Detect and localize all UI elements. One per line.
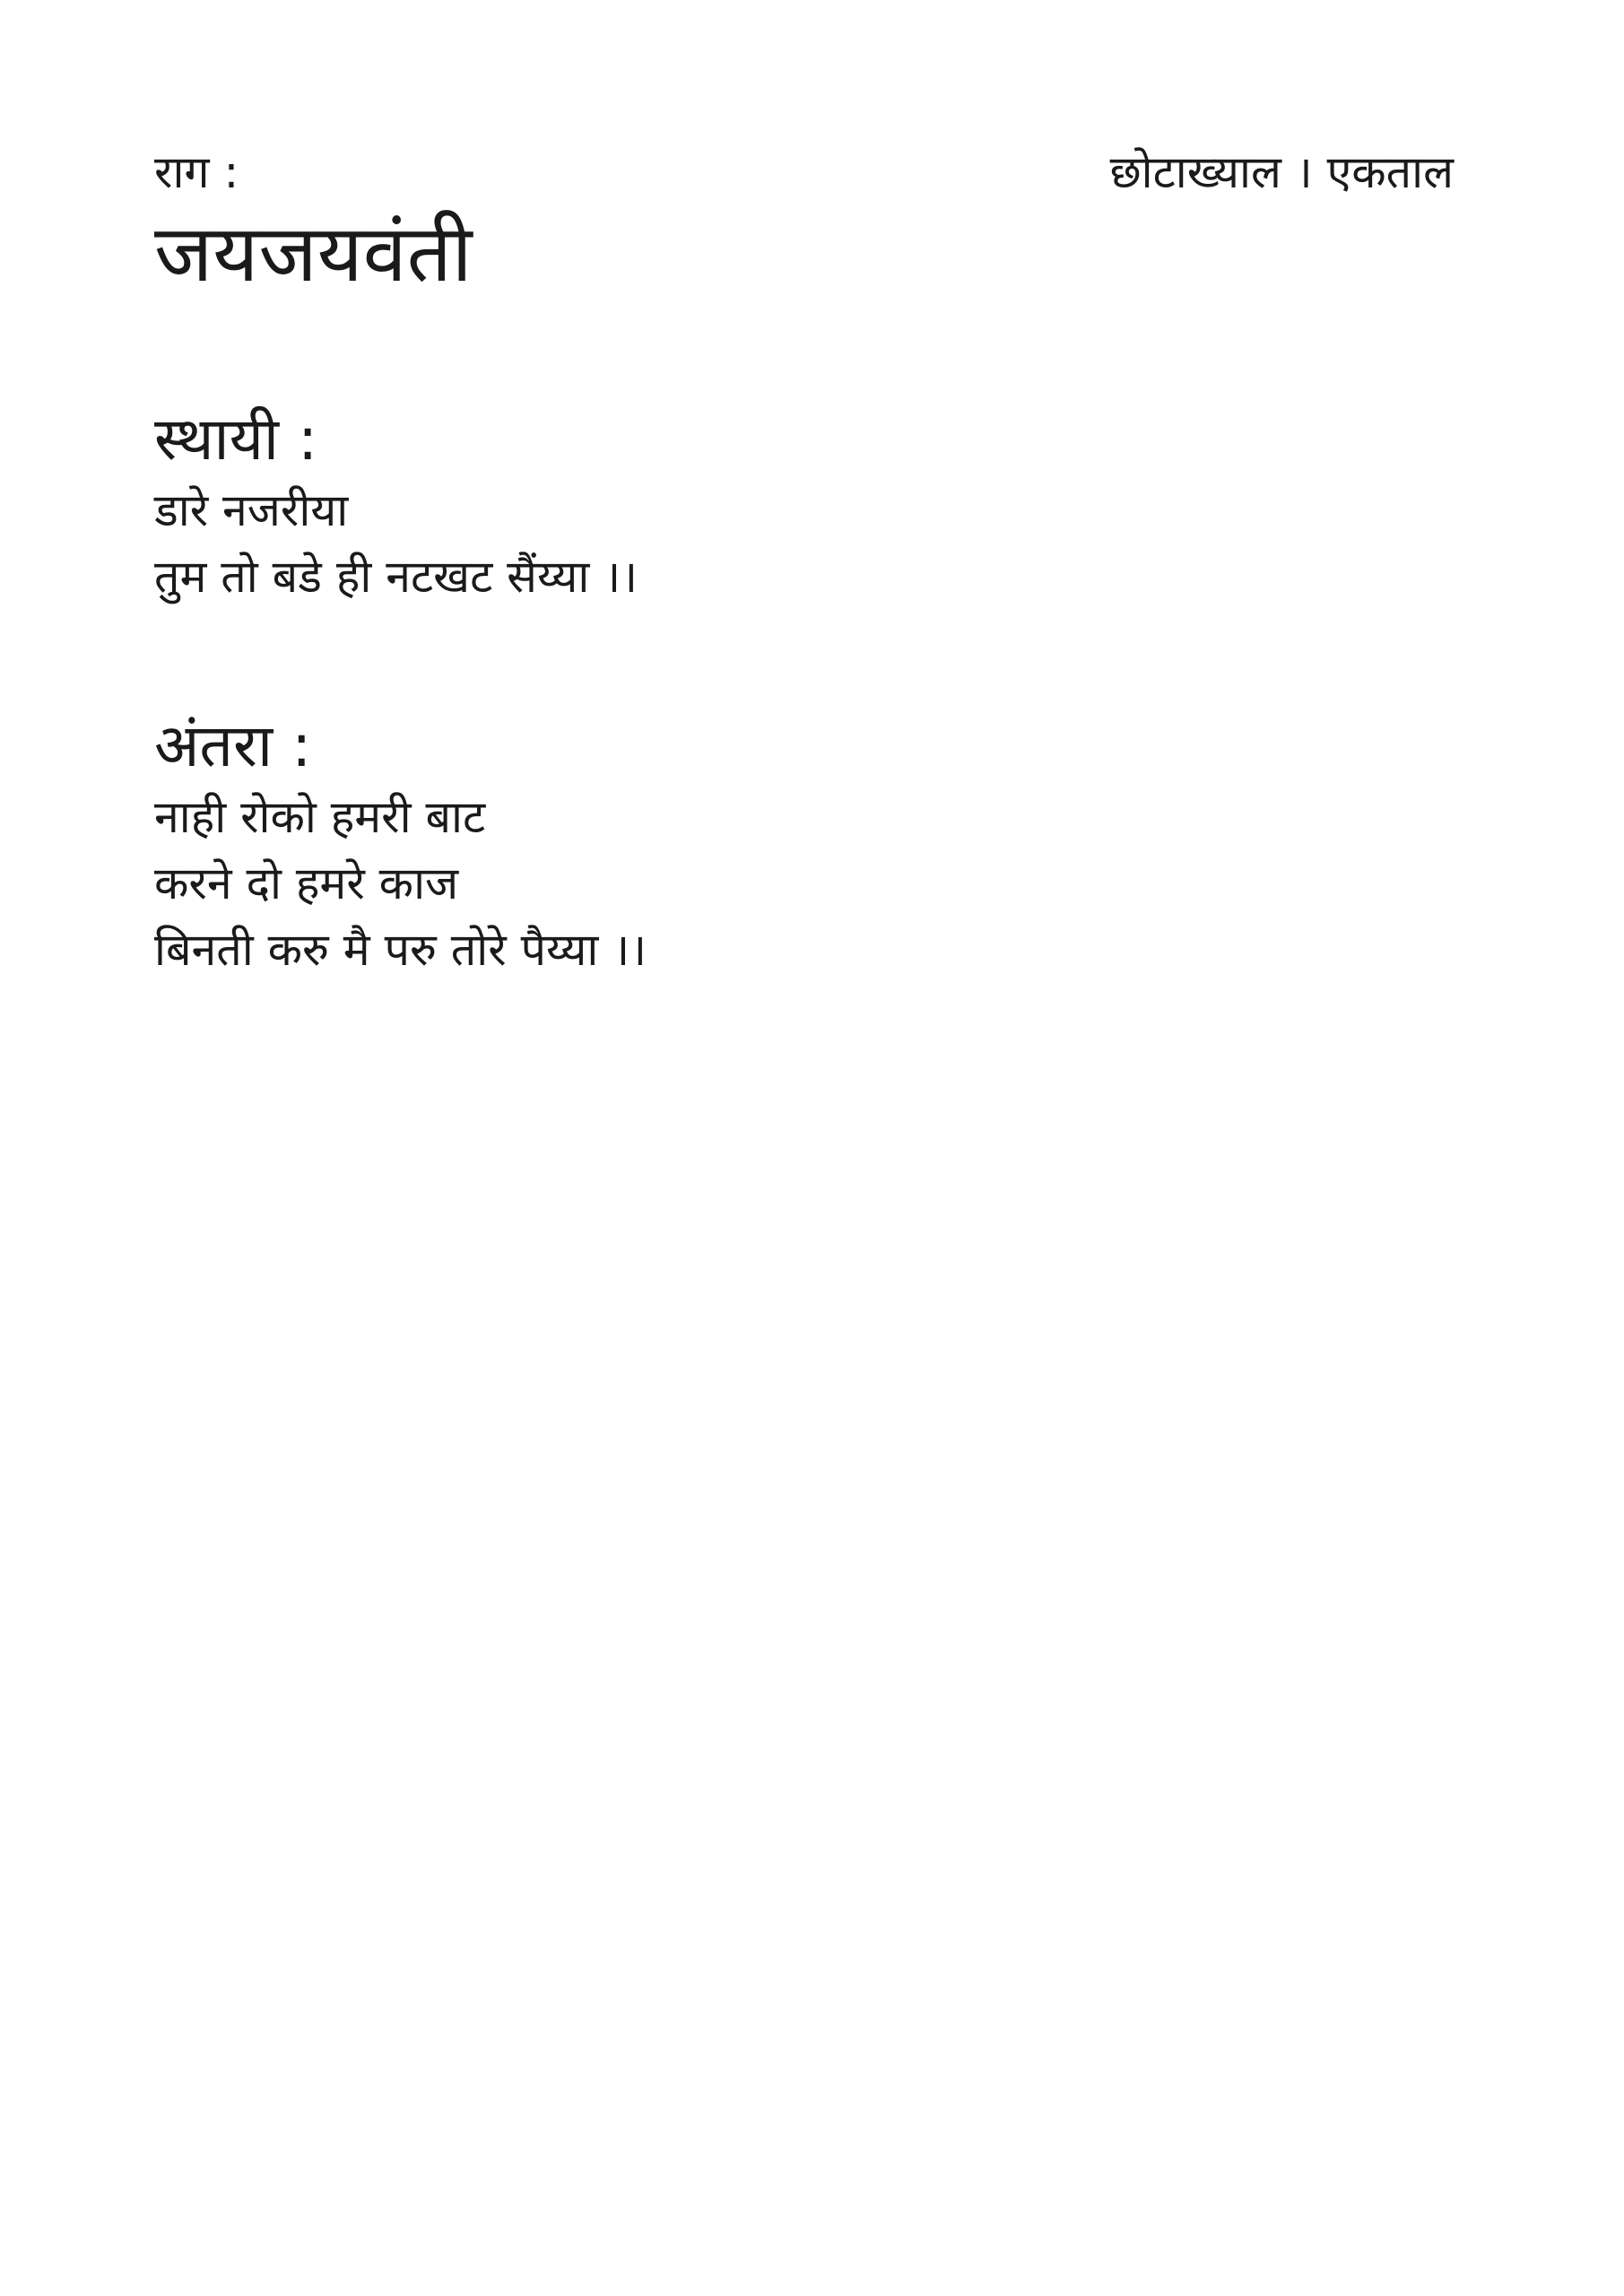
antara-line-2: करने दो हमरे काज <box>154 857 459 909</box>
raag-label: राग : <box>154 146 239 198</box>
antara-section <box>154 709 647 983</box>
antara-line-1: नाही रोको हमरी बाट <box>154 791 486 843</box>
sthayi-line-2: तुम तो बडे ही नटखट सैंय्या ।। <box>154 551 638 603</box>
antara-title: अंतरा : <box>154 711 312 780</box>
sthayi-line-1: डारे नजरीया <box>154 484 349 536</box>
form-and-taal: छोटाख्याल । एकताल <box>1109 146 1454 198</box>
raag-name: जयजयवंती <box>154 207 473 300</box>
antara-line-3: बिनती करु मै परु तोरे पैय्या ।। <box>154 924 647 976</box>
sthayi-section <box>154 402 638 610</box>
sthayi-title: स्थायी : <box>154 404 318 474</box>
